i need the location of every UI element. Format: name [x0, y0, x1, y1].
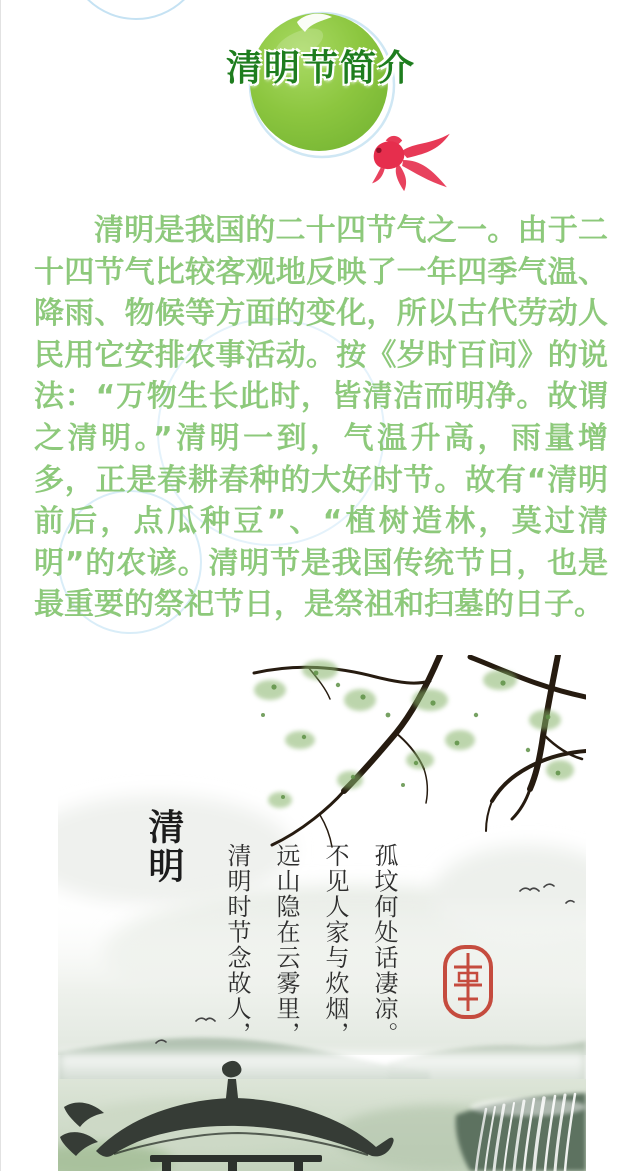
intro-paragraph: 清明是我国的二十四节气之一。由于二十四节气比较客观地反映了一年四季气温、降雨、物候等方面的变化，所以古代劳动人民用它安排农事活动。按《岁时百问》的说法：“万物生长此时，皆清洁而明净。故谓之清明。”清明一到，气温升高，雨量增多，正是春耕春种的大好时节。故有“清明前后，点瓜种豆”、“植树造林，莫过清明”的农谚。清明节是我国传统节日，也是最重要的祭祀节日，是祭祖和扫墓的日子。 — [34, 213, 608, 623]
page-title: 清明节简介 — [225, 48, 416, 89]
pavilion-beam — [150, 1155, 322, 1162]
poem-column: 清明时节念故人， — [223, 843, 251, 1047]
poem-column: 孤坟何处话凄凉。 — [370, 843, 398, 1047]
painting-title-calligraphy: 清明 — [143, 808, 185, 886]
poem-column: 远山隐在云雾里， — [272, 843, 300, 1047]
bubble-decoration — [66, 0, 206, 20]
waterfall — [456, 1093, 586, 1171]
pavilion-post — [228, 1162, 237, 1171]
pavilion-post — [294, 1161, 303, 1171]
poem-column: 不见人家与炊烟， — [321, 843, 349, 1047]
qingming-painting — [58, 655, 586, 1171]
goldfish-icon — [363, 126, 453, 194]
pavilion-post — [162, 1161, 171, 1171]
